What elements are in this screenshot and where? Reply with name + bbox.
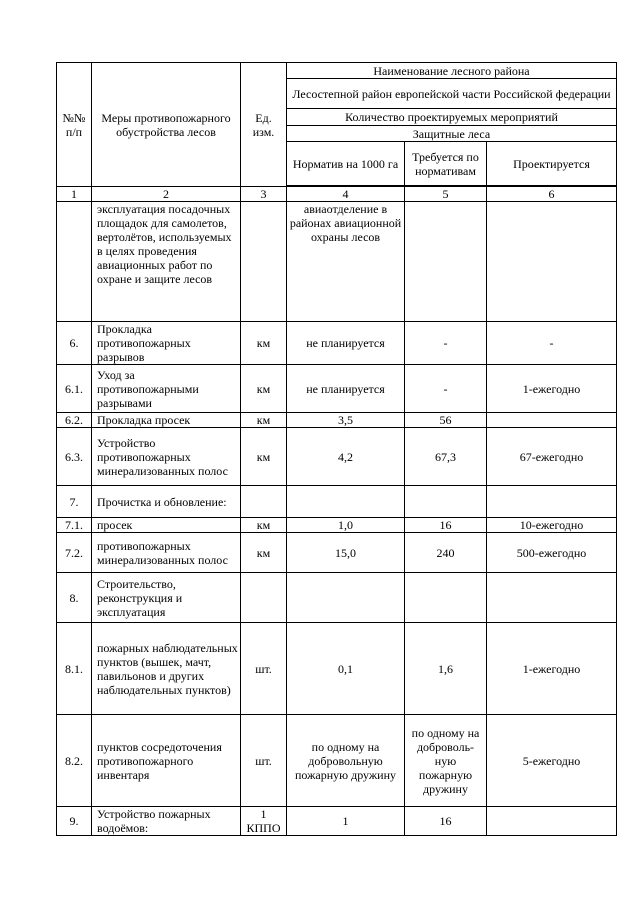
col-number: 6: [487, 187, 617, 202]
row-number: 8.: [57, 573, 92, 623]
header-measures: Меры противопожарного обустройства лесов: [92, 63, 241, 187]
row-projected: 1-ежегодно: [487, 365, 617, 413]
row-projected: [487, 573, 617, 623]
row-number: 7.1.: [57, 518, 92, 533]
header-num: №№ п/п: [57, 63, 92, 187]
col-number: 3: [241, 187, 287, 202]
row-norm: авиаотделение в районах авиационной охраны лесов: [287, 202, 405, 322]
table-row: [57, 322, 617, 365]
row-norm: 4,2: [287, 428, 405, 486]
row-measure: Устройство пожарных водоёмов:: [92, 807, 241, 836]
table-row: [57, 573, 617, 623]
row-measure: пожарных наблюдательных пунктов (вышек, мачт, павильонов и других наблюдательных пунктов): [92, 623, 241, 715]
row-unit: км: [241, 533, 287, 573]
row-required: по одному на доброволь-ную пожарную дружину: [405, 715, 487, 807]
row-unit: [241, 573, 287, 623]
row-projected: 5-ежегодно: [487, 715, 617, 807]
row-number: 7.2.: [57, 533, 92, 573]
col-number: 2: [92, 187, 241, 202]
row-number: [57, 202, 92, 322]
row-unit: км: [241, 322, 287, 365]
table-row: [57, 486, 617, 518]
row-measure: противопожарных минерализованных полос: [92, 533, 241, 573]
table-row: [57, 428, 617, 486]
row-norm: 0,1: [287, 623, 405, 715]
row-required: 56: [405, 413, 487, 428]
row-unit: [241, 202, 287, 322]
row-number: 7.: [57, 486, 92, 518]
table-row: [57, 365, 617, 413]
fire-measures-table: [56, 62, 617, 836]
row-unit: шт.: [241, 715, 287, 807]
header-required: Требуется по нормативам: [405, 142, 487, 186]
table-row: [57, 623, 617, 715]
header-region-name: Лесостепной район европейской части Российской федерации: [287, 79, 617, 109]
row-number: 6.2.: [57, 413, 92, 428]
row-norm: [287, 573, 405, 623]
row-number: 8.1.: [57, 623, 92, 715]
row-norm: не планируется: [287, 365, 405, 413]
row-projected: -: [487, 322, 617, 365]
row-measure: просек: [92, 518, 241, 533]
row-measure: эксплуатация посадочных площадок для самолетов, вертолётов, используемых в целях проведения авиационных работ по охране и защите лесов: [92, 202, 241, 322]
row-number: 9.: [57, 807, 92, 836]
row-projected: [487, 807, 617, 836]
row-unit: км: [241, 428, 287, 486]
row-measure: Устройство противопожарных минерализованных полос: [92, 428, 241, 486]
row-required: -: [405, 365, 487, 413]
table-row: [57, 518, 617, 533]
row-number: 8.2.: [57, 715, 92, 807]
table-row: [57, 413, 617, 428]
row-measure: Прокладка просек: [92, 413, 241, 428]
row-required: [405, 486, 487, 518]
row-required: [405, 202, 487, 322]
col-number: 5: [405, 187, 487, 202]
header-region-title: Наименование лесного района: [287, 63, 617, 79]
row-unit: 1 КППО: [241, 807, 287, 836]
table-row: [57, 715, 617, 807]
row-norm: [287, 486, 405, 518]
row-measure: Прокладка противопожарных разрывов: [92, 322, 241, 365]
row-projected: 1-ежегодно: [487, 623, 617, 715]
header-forest-type: Защитные леса: [287, 126, 617, 142]
row-unit: км: [241, 365, 287, 413]
row-projected: [487, 413, 617, 428]
row-required: [405, 573, 487, 623]
header-norm: Норматив на 1000 га: [287, 142, 405, 186]
row-measure: Уход за противопожарными разрывами: [92, 365, 241, 413]
col-number: 4: [287, 187, 405, 202]
column-numbers-row: [57, 187, 617, 202]
row-number: 6.1.: [57, 365, 92, 413]
row-measure: Строительство, реконструкция и эксплуатация: [92, 573, 241, 623]
row-measure: пунктов сосредоточения противопожарного инвентаря: [92, 715, 241, 807]
row-required: 1,6: [405, 623, 487, 715]
row-number: 6.3.: [57, 428, 92, 486]
row-norm: не планируется: [287, 322, 405, 365]
row-norm: 15,0: [287, 533, 405, 573]
row-projected: 500-ежегодно: [487, 533, 617, 573]
row-required: 16: [405, 518, 487, 533]
table-body: [57, 63, 617, 836]
row-required: -: [405, 322, 487, 365]
table-row: [57, 533, 617, 573]
header-projected: Проектируется: [487, 142, 617, 186]
row-norm: 1: [287, 807, 405, 836]
row-projected: 10-ежегодно: [487, 518, 617, 533]
row-number: 6.: [57, 322, 92, 365]
row-unit: км: [241, 518, 287, 533]
row-unit: [241, 486, 287, 518]
row-unit: км: [241, 413, 287, 428]
row-required: 240: [405, 533, 487, 573]
row-norm: 3,5: [287, 413, 405, 428]
header-unit: Ед. изм.: [241, 63, 287, 187]
row-norm: по одному на добровольную пожарную дружину: [287, 715, 405, 807]
table-row: [57, 202, 617, 322]
row-norm: 1,0: [287, 518, 405, 533]
row-unit: шт.: [241, 623, 287, 715]
header-quantity-title: Количество проектируемых мероприятий: [287, 109, 617, 126]
row-projected: 67-ежегодно: [487, 428, 617, 486]
row-required: 16: [405, 807, 487, 836]
table-row: [57, 807, 617, 836]
row-projected: [487, 486, 617, 518]
row-measure: Прочистка и обновление:: [92, 486, 241, 518]
row-required: 67,3: [405, 428, 487, 486]
col-number: 1: [57, 187, 92, 202]
row-projected: [487, 202, 617, 322]
header-row: [57, 63, 617, 79]
